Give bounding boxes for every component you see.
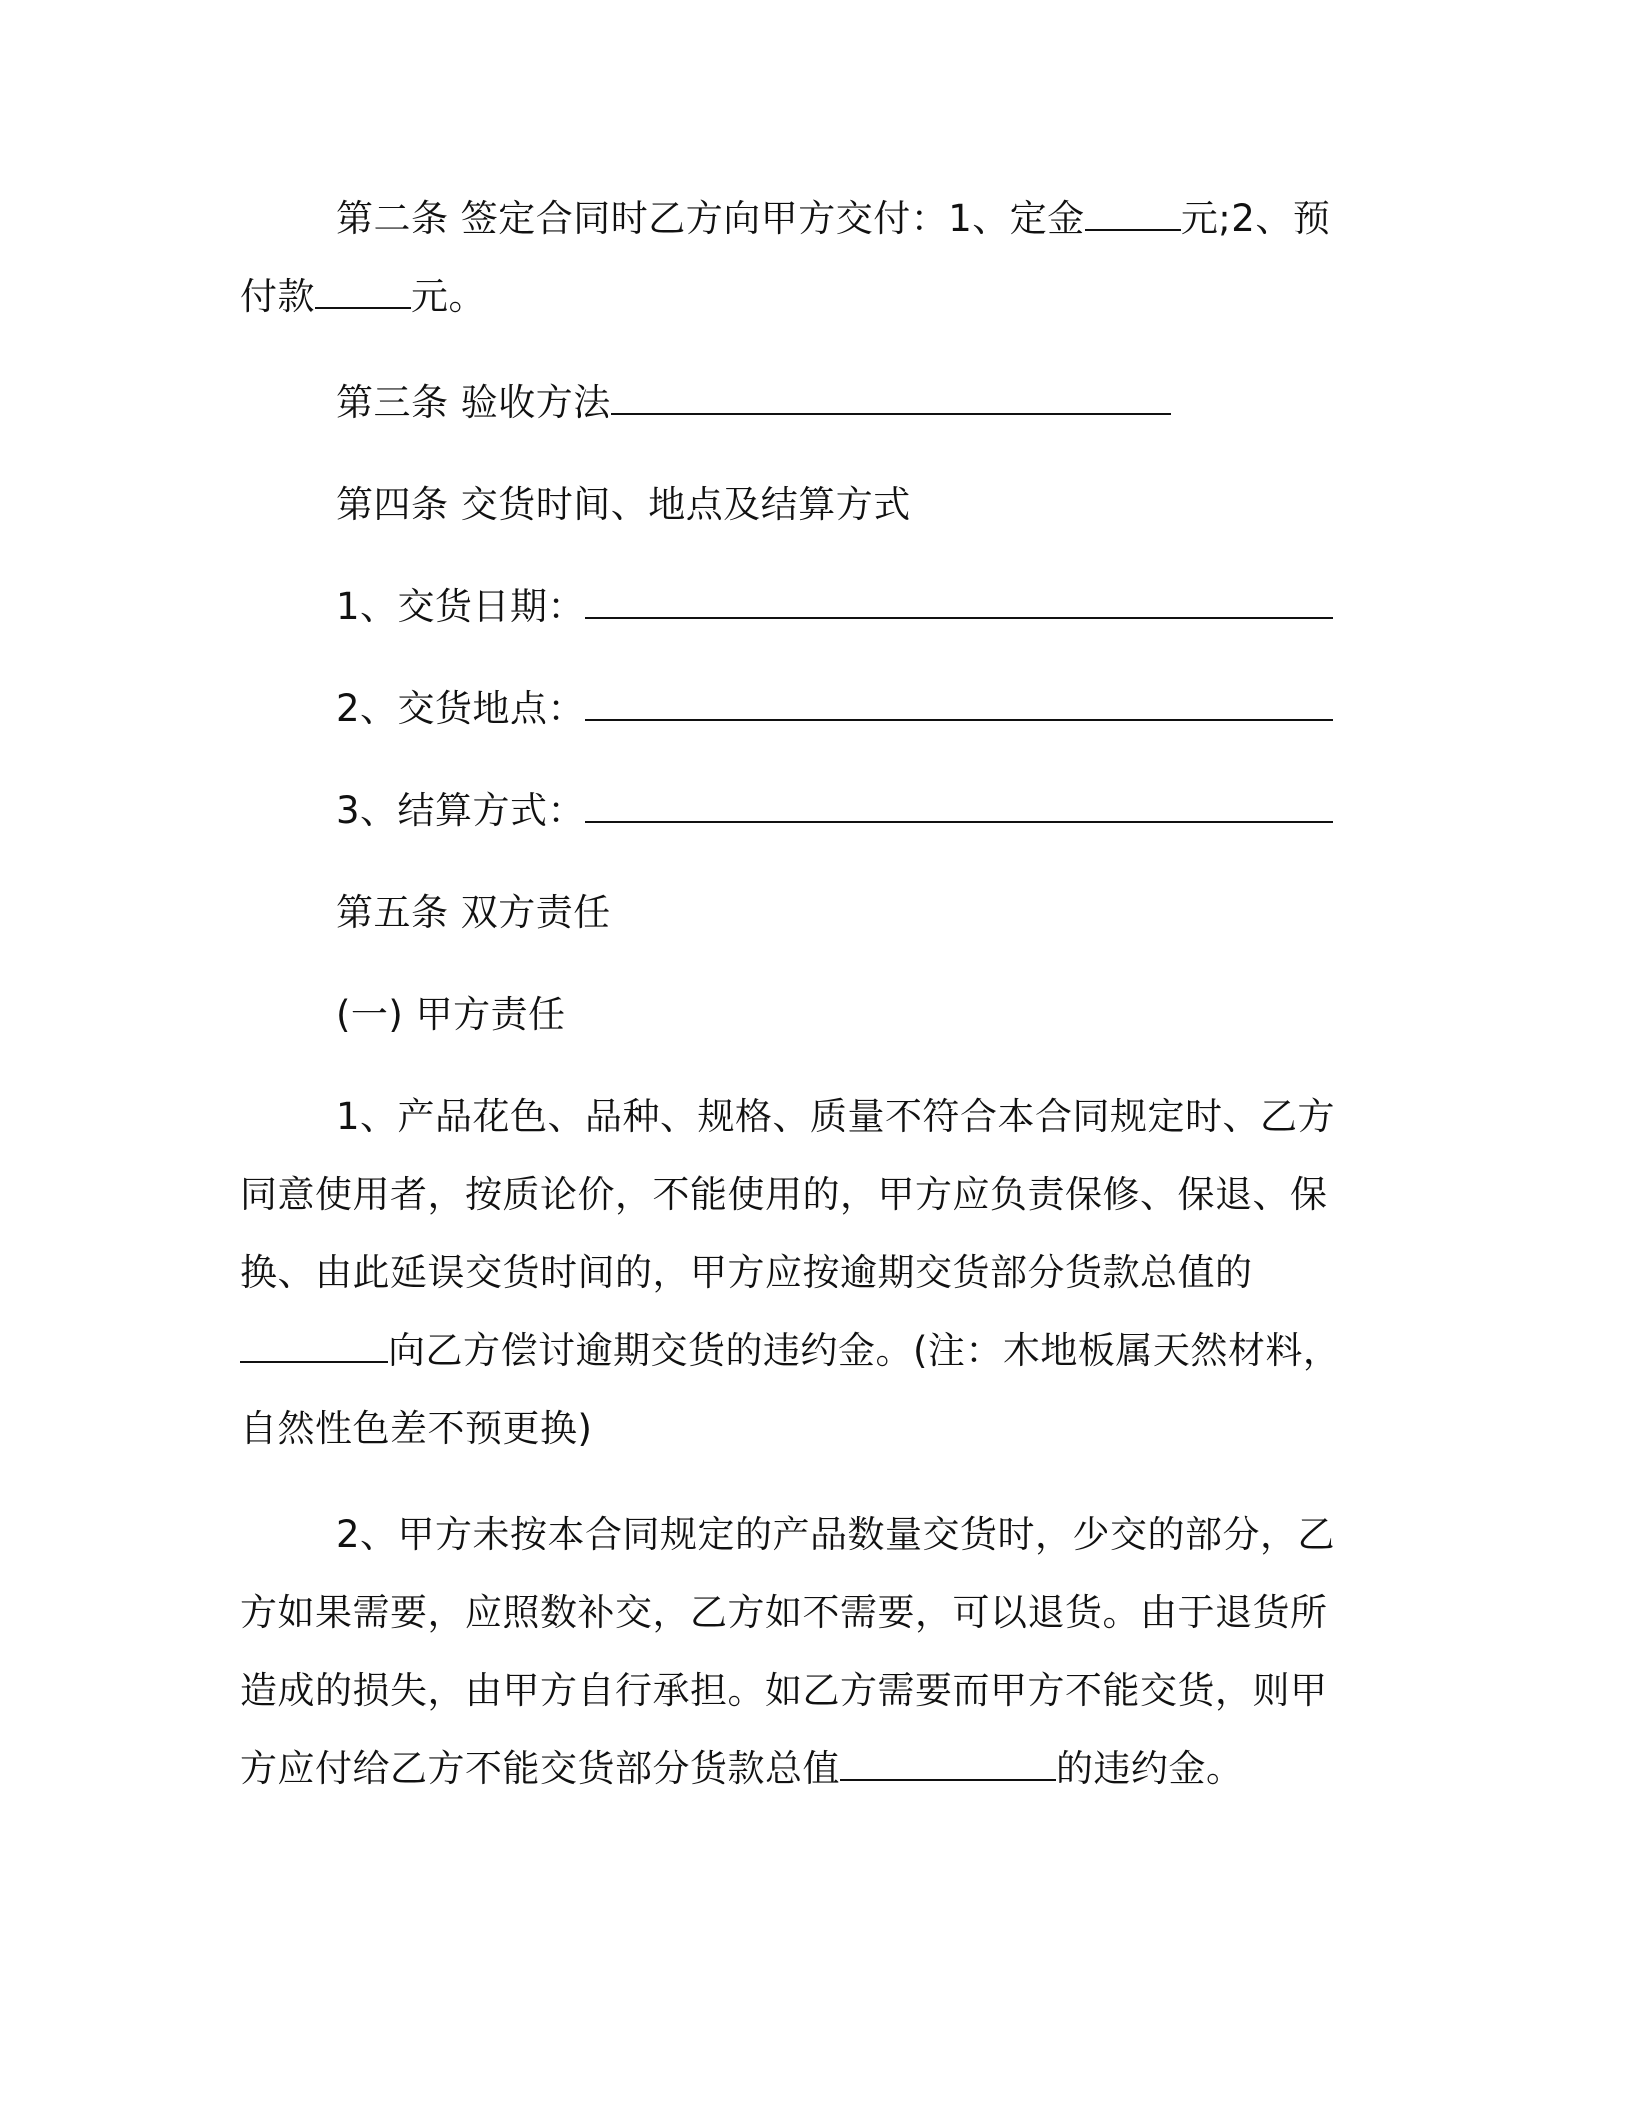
delivery-date-blank[interactable] bbox=[585, 587, 1333, 619]
article-4-heading bbox=[240, 466, 1360, 544]
article-5-heading-text: 第五条 双方责任 bbox=[336, 891, 611, 934]
article-2-text-2: 元;2、预付款 bbox=[240, 197, 1331, 318]
delivery-place-blank[interactable] bbox=[585, 689, 1333, 721]
late-delivery-rate-blank[interactable] bbox=[240, 1331, 388, 1363]
article-2-text-3: 元。 bbox=[411, 275, 486, 318]
article-5-heading bbox=[240, 874, 1360, 952]
clause-2-paragraph bbox=[240, 1496, 1360, 1808]
party-a-responsibility-text: (一) 甲方责任 bbox=[336, 993, 566, 1036]
delivery-date-label: 1、交货日期： bbox=[336, 585, 586, 628]
prepayment-amount-blank[interactable] bbox=[315, 277, 411, 309]
clause-2-text-1: 2、甲方未按本合同规定的产品数量交货时，少交的部分，乙方如果需要，应照数补交，乙方如不需要，可以退货。由于退货所造成的损失，由甲方自行承担。如乙方需要而甲方不能交货，则甲方应付给乙方不能交货部分货款总值 bbox=[240, 1513, 1336, 1790]
document-page bbox=[240, 180, 1360, 1836]
article-4-heading-text: 第四条 交货时间、地点及结算方式 bbox=[336, 483, 911, 526]
clause-2-text-2: 的违约金。 bbox=[1056, 1747, 1244, 1790]
article-4-item-3 bbox=[240, 772, 1360, 850]
clause-1-text-2: 向乙方偿讨逾期交货的违约金。(注：木地板属天然材料，自然性色差不预更换) bbox=[240, 1329, 1341, 1450]
article-3-paragraph bbox=[240, 364, 1360, 442]
party-a-responsibility-heading bbox=[240, 976, 1360, 1054]
clause-1-text-1: 1、产品花色、品种、规格、质量不符合本合同规定时、乙方同意使用者，按质论价，不能使用的，甲方应负责保修、保退、保换、由此延误交货时间的，甲方应按逾期交货部分货款总值的 bbox=[240, 1095, 1336, 1294]
article-2-paragraph bbox=[240, 180, 1360, 336]
article-4-item-1 bbox=[240, 568, 1360, 646]
shortfall-penalty-blank[interactable] bbox=[840, 1749, 1056, 1781]
clause-1-paragraph bbox=[240, 1078, 1360, 1468]
article-3-text: 第三条 验收方法 bbox=[336, 381, 611, 424]
article-4-item-2 bbox=[240, 670, 1360, 748]
inspection-method-blank[interactable] bbox=[611, 383, 1171, 415]
settlement-method-blank[interactable] bbox=[585, 791, 1333, 823]
delivery-place-label: 2、交货地点： bbox=[336, 687, 586, 730]
deposit-amount-blank[interactable] bbox=[1085, 199, 1181, 231]
settlement-method-label: 3、结算方式： bbox=[336, 789, 586, 832]
article-2-text-1: 第二条 签定合同时乙方向甲方交付：1、定金 bbox=[336, 197, 1085, 240]
